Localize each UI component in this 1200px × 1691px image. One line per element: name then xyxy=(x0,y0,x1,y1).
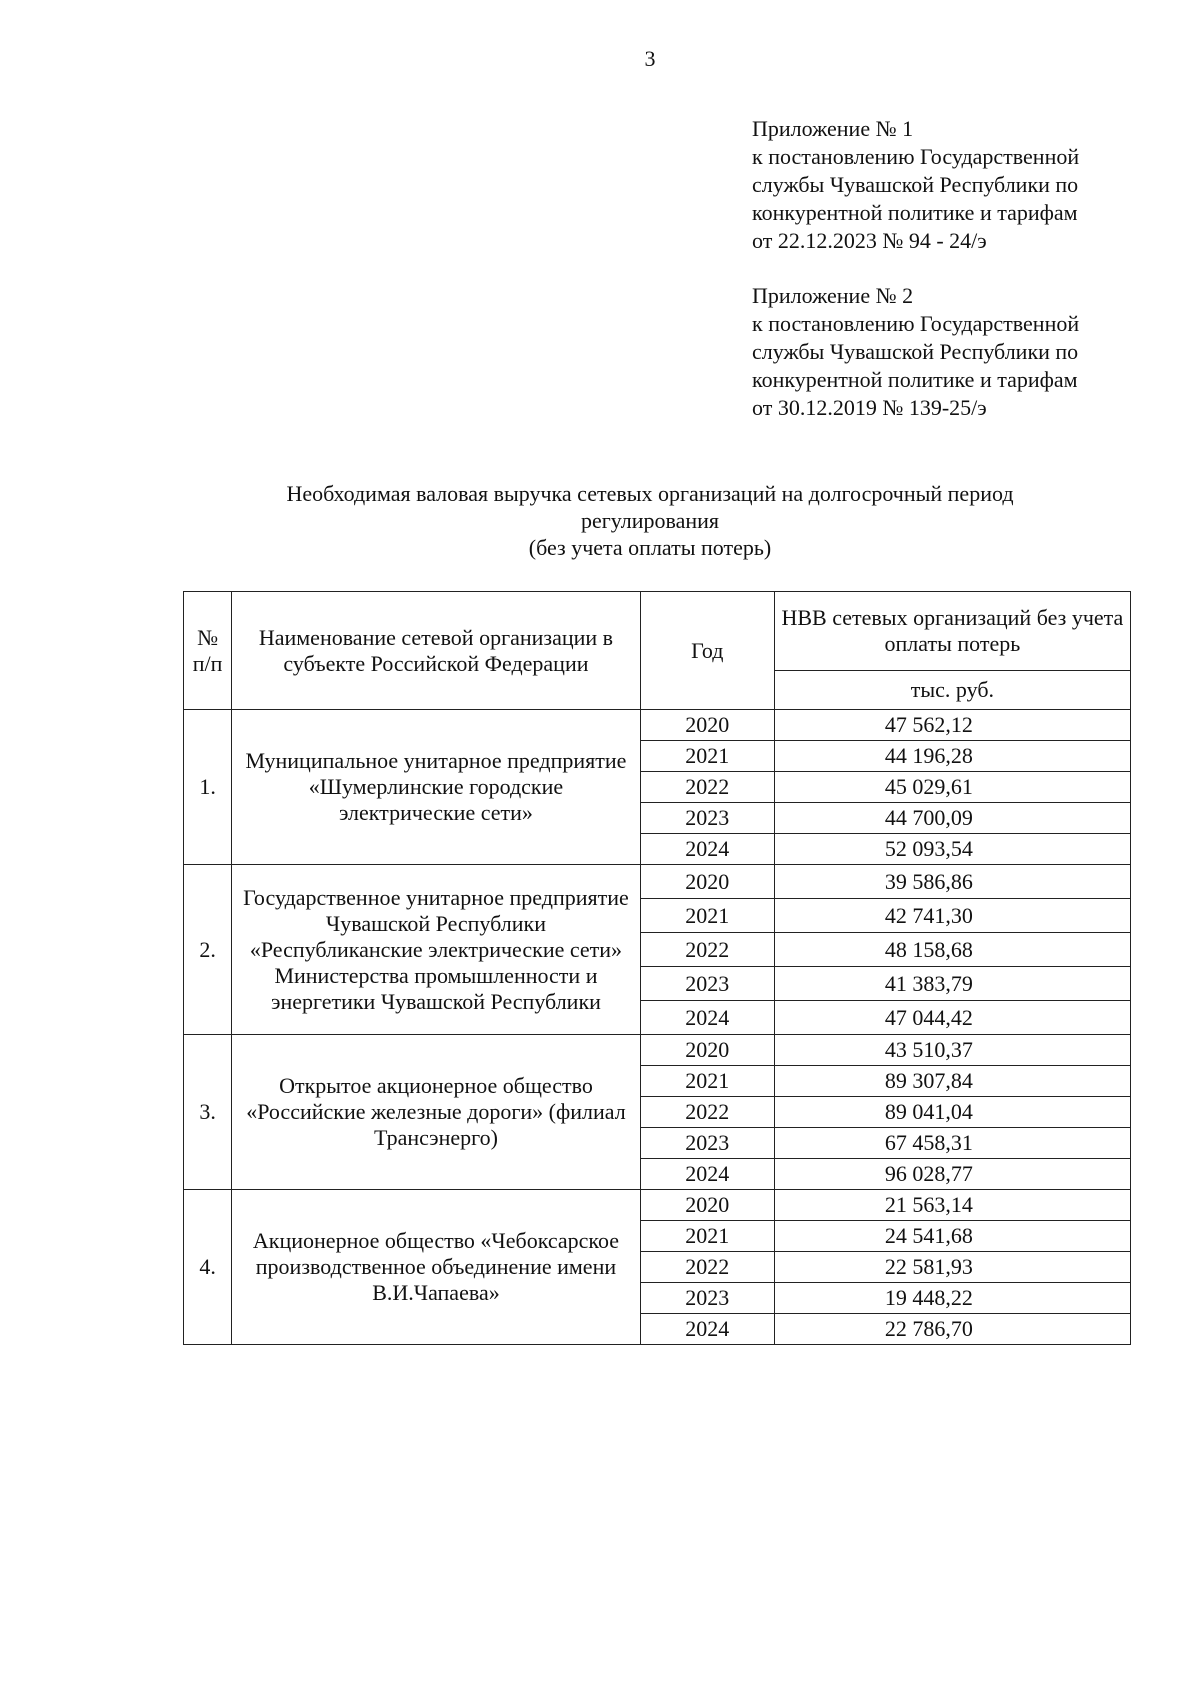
header-year: Год xyxy=(640,592,774,710)
value-cell: 89 307,84 xyxy=(774,1066,1130,1097)
value-cell: 48 158,68 xyxy=(774,933,1130,967)
year-cell: 2022 xyxy=(640,933,774,967)
value-cell: 47 562,12 xyxy=(774,710,1130,741)
appendix-2-line: к постановлению Государственной xyxy=(752,311,1080,336)
appendix-2-header xyxy=(752,282,1172,422)
org-num: 3. xyxy=(184,1035,232,1190)
value-cell: 44 700,09 xyxy=(774,803,1130,834)
value-cell: 41 383,79 xyxy=(774,967,1130,1001)
appendix-2-line: службы Чувашской Республики по xyxy=(752,339,1079,364)
header-name: Наименование сетевой организации в субъекте Российской Федерации xyxy=(232,592,641,710)
value-cell: 45 029,61 xyxy=(774,772,1130,803)
value-cell: 67 458,31 xyxy=(774,1128,1130,1159)
year-cell: 2023 xyxy=(640,1283,774,1314)
org-name: Открытое акционерное общество «Российские железные дороги» (филиал Трансэнерго) xyxy=(232,1035,641,1190)
header-value: НВВ сетевых организаций без учета оплаты потерь xyxy=(774,592,1130,671)
year-cell: 2023 xyxy=(640,1128,774,1159)
value-cell: 96 028,77 xyxy=(774,1159,1130,1190)
header-num: № п/п xyxy=(184,592,232,710)
value-cell: 44 196,28 xyxy=(774,741,1130,772)
year-cell: 2024 xyxy=(640,1159,774,1190)
year-cell: 2024 xyxy=(640,834,774,865)
org-num: 1. xyxy=(184,710,232,865)
page-number: 3 xyxy=(644,46,656,71)
value-cell: 89 041,04 xyxy=(774,1097,1130,1128)
document-title xyxy=(150,480,1150,561)
year-cell: 2023 xyxy=(640,803,774,834)
value-cell: 19 448,22 xyxy=(774,1283,1130,1314)
title-line: (без учета оплаты потерь) xyxy=(528,535,772,560)
year-cell: 2024 xyxy=(640,1001,774,1035)
appendix-2-line: Приложение № 2 xyxy=(752,283,914,308)
appendix-1-line: Приложение № 1 xyxy=(752,116,914,141)
year-cell: 2022 xyxy=(640,1097,774,1128)
value-cell: 24 541,68 xyxy=(774,1221,1130,1252)
value-cell: 22 786,70 xyxy=(774,1314,1130,1345)
org-name: Акционерное общество «Чебоксарское производственное объединение имени В.И.Чапаева» xyxy=(232,1190,641,1345)
year-cell: 2023 xyxy=(640,967,774,1001)
value-cell: 21 563,14 xyxy=(774,1190,1130,1221)
year-cell: 2020 xyxy=(640,1035,774,1066)
appendix-2-line: от 30.12.2019 № 139-25/э xyxy=(752,395,987,420)
header-unit: тыс. руб. xyxy=(774,671,1130,710)
org-name: Государственное унитарное предприятие Чувашской Республики «Республиканские электрические сети» Министерства промышленности и энергетики Чувашской Республики xyxy=(232,865,641,1035)
year-cell: 2021 xyxy=(640,899,774,933)
org-num: 2. xyxy=(184,865,232,1035)
year-cell: 2021 xyxy=(640,1221,774,1252)
year-cell: 2024 xyxy=(640,1314,774,1345)
year-cell: 2020 xyxy=(640,865,774,899)
year-cell: 2020 xyxy=(640,710,774,741)
title-line: Необходимая валовая выручка сетевых организаций на долгосрочный период xyxy=(286,481,1014,506)
appendix-1-header xyxy=(752,115,1172,255)
appendix-1-line: службы Чувашской Республики по xyxy=(752,172,1079,197)
year-cell: 2021 xyxy=(640,741,774,772)
year-cell: 2020 xyxy=(640,1190,774,1221)
appendix-1-line: от 22.12.2023 № 94 - 24/э xyxy=(752,228,987,253)
appendix-1-line: к постановлению Государственной xyxy=(752,144,1080,169)
value-cell: 52 093,54 xyxy=(774,834,1130,865)
value-cell: 47 044,42 xyxy=(774,1001,1130,1035)
value-cell: 42 741,30 xyxy=(774,899,1130,933)
appendix-2-line: конкурентной политике и тарифам xyxy=(752,367,1078,392)
value-cell: 39 586,86 xyxy=(774,865,1130,899)
value-cell: 43 510,37 xyxy=(774,1035,1130,1066)
org-name: Муниципальное унитарное предприятие «Шумерлинские городские электрические сети» xyxy=(232,710,641,865)
year-cell: 2021 xyxy=(640,1066,774,1097)
org-num: 4. xyxy=(184,1190,232,1345)
year-cell: 2022 xyxy=(640,772,774,803)
value-cell: 22 581,93 xyxy=(774,1252,1130,1283)
title-line: регулирования xyxy=(580,508,720,533)
appendix-1-line: конкурентной политике и тарифам xyxy=(752,200,1078,225)
year-cell: 2022 xyxy=(640,1252,774,1283)
nvv-table xyxy=(183,591,1131,1345)
